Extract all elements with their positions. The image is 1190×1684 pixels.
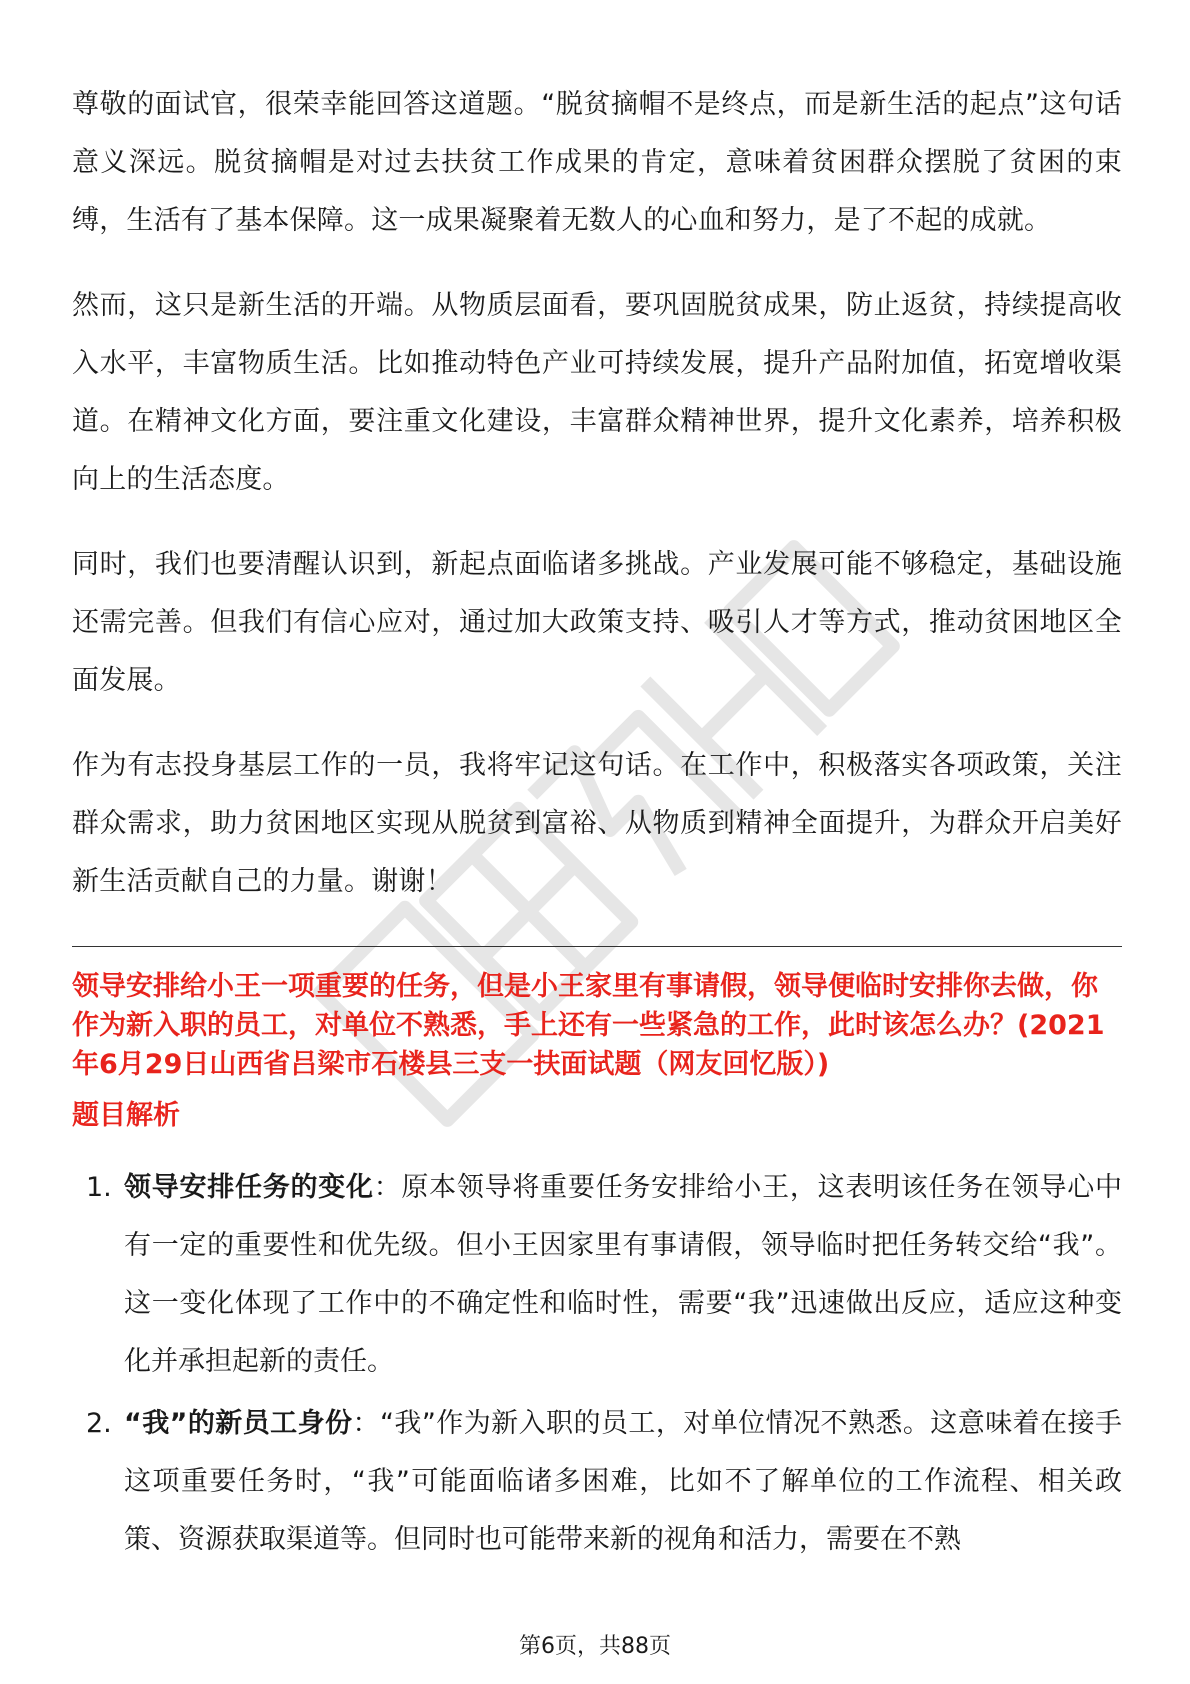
paragraph-1: 尊敬的面试官，很荣幸能回答这道题。“脱贫摘帽不是终点，而是新生活的起点”这句话意义深远。脱贫摘帽是对过去扶贫工作成果的肯定，意味着贫困群众摆脱了贫困的束缚，生活有了基本保障。这一成果凝聚着无数人的心血和努力，是了不起的成就。 bbox=[72, 89, 1122, 236]
section-divider bbox=[72, 946, 1122, 947]
list-item-text: ：原本领导将重要任务安排给小王，这表明该任务在领导心中有一定的重要性和优先级。但小王因家里有事请假，领导临时把任务转交给“我”。这一变化体现了工作中的不确定性和临时性，需要“我”迅速做出反应，适应这种变化并承担起新的责任。 bbox=[124, 1172, 1123, 1377]
list-item-term: “我”的新员工身份 bbox=[124, 1408, 353, 1439]
paragraph-4: 作为有志投身基层工作的一员，我将牢记这句话。在工作中，积极落实各项政策，关注群众需求，助力贫困地区实现从脱贫到富裕、从物质到精神全面提升，为群众开启美好新生活贡献自己的力量。谢谢！ bbox=[72, 750, 1122, 897]
paragraph-3: 同时，我们也要清醒认识到，新起点面临诸多挑战。产业发展可能不够稳定，基础设施还需完善。但我们有信心应对，通过加大政策支持、吸引人才等方式，推动贫困地区全面发展。 bbox=[72, 549, 1122, 696]
list-item bbox=[72, 1159, 1122, 1391]
list-item-number: 1. bbox=[86, 1172, 112, 1203]
list-item-number: 2. bbox=[86, 1408, 112, 1439]
document-body bbox=[72, 76, 1122, 1573]
list-item-term: 领导安排任务的变化 bbox=[124, 1172, 374, 1203]
question-title: 领导安排给小王一项重要的任务，但是小王家里有事请假，领导便临时安排你去做，你作为新入职的员工，对单位不熟悉，手上还有一些紧急的工作，此时该怎么办？(2021年6月29日山西省吕梁市石楼县三支一扶面试题（网友回忆版）) bbox=[72, 971, 1105, 1080]
paragraph-2: 然而，这只是新生活的开端。从物质层面看，要巩固脱贫成果，防止返贫，持续提高收入水平，丰富物质生活。比如推动特色产业可持续发展，提升产品附加值，拓宽增收渠道。在精神文化方面，要注重文化建设，丰富群众精神世界，提升文化素养，培养积极向上的生活态度。 bbox=[72, 290, 1122, 495]
page-footer: 第6页，共88页 bbox=[519, 1634, 671, 1659]
list-item bbox=[72, 1395, 1122, 1569]
list-item-text: ：“我”作为新入职的员工，对单位情况不熟悉。这意味着在接手这项重要任务时，“我”可能面临诸多困难，比如不了解单位的工作流程、相关政策、资源获取渠道等。但同时也可能带来新的视角和活力，需要在不熟 bbox=[124, 1408, 1122, 1555]
analysis-heading: 题目解析 bbox=[72, 1100, 180, 1131]
analysis-list bbox=[72, 1159, 1122, 1569]
